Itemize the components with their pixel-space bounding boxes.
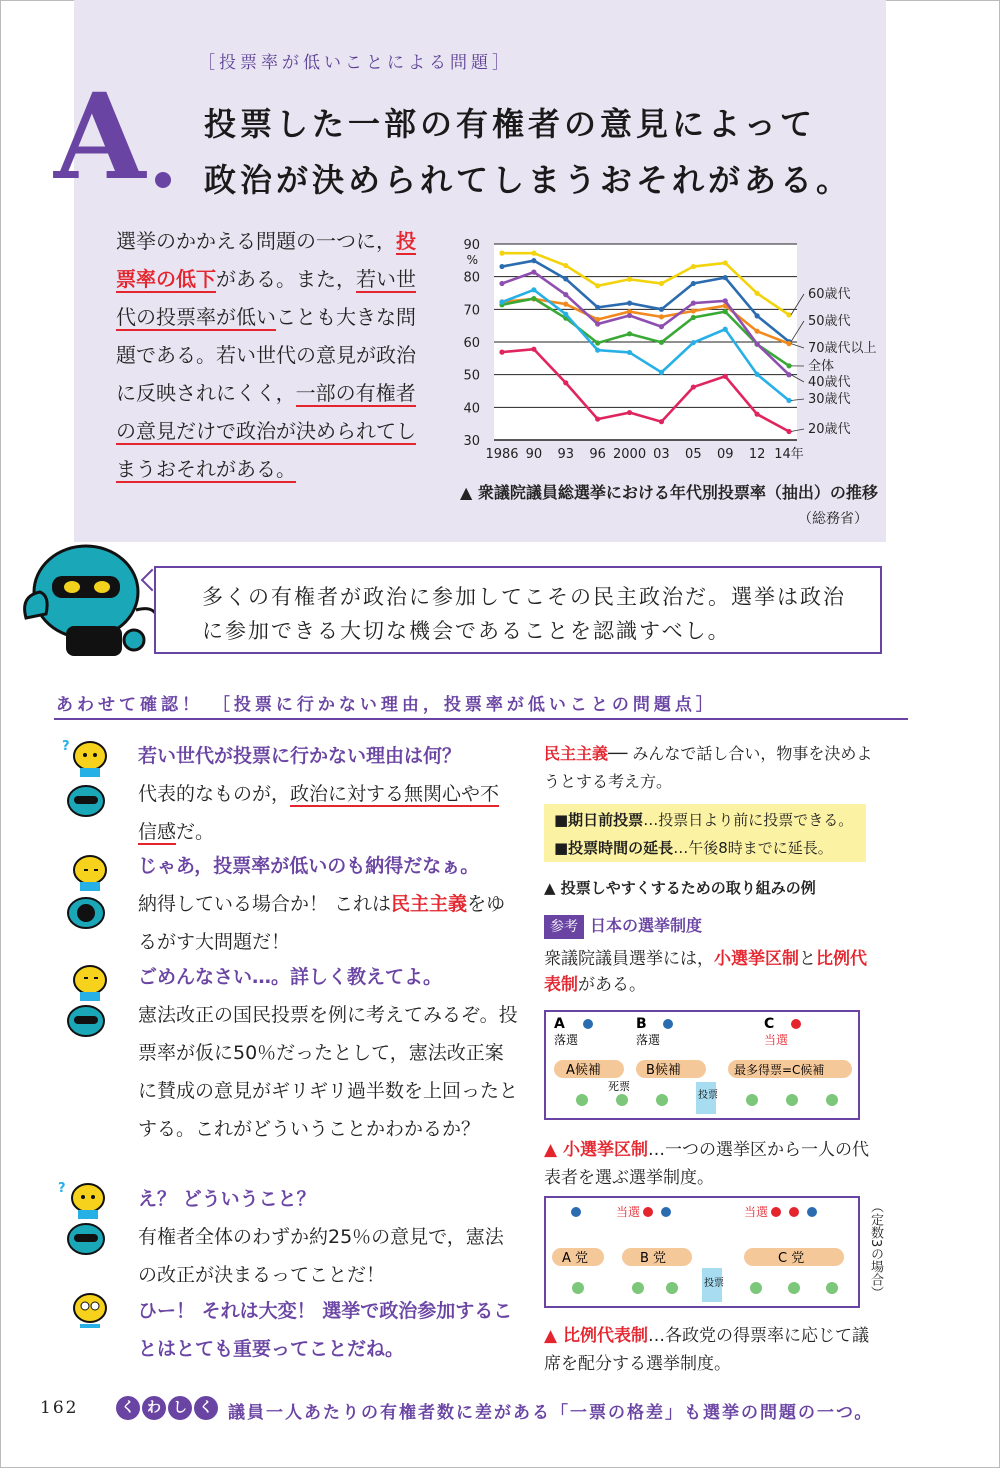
data-point [595,283,600,288]
data-point [659,340,664,345]
data-point [755,341,760,346]
ninja-face-icon [66,1004,106,1038]
dialogue-text: をゆるがす大問題だ！ [138,893,506,953]
reference-badge: 参考 [544,915,584,939]
reference-text [544,946,874,998]
lead-underline-risk: 一部の有権者の意見だけで政治が決められてしまうおそれがある。 [116,381,416,481]
smd-letter-c: C [764,1016,775,1032]
data-point [627,301,632,306]
seat-figure [771,1207,781,1217]
data-point [531,296,536,301]
headline [204,96,884,208]
voter-figure [826,1094,838,1106]
smd-caption-text: …一つの選挙区から一人の代表者を選ぶ選挙制度。 [544,1140,869,1188]
boy-face-icon [64,852,112,892]
data-point [691,340,696,345]
x-tick-label: 96 [589,447,606,462]
data-point [595,416,600,421]
lead-paragraph [116,222,420,488]
seat-figure [789,1207,799,1217]
reference-text-part: がある。 [578,975,646,995]
party-c-label: C 党 [778,1251,805,1266]
reference-title: 日本の選挙制度 [590,916,703,935]
voter-figure [632,1282,644,1294]
x-tick-label: 14年 [774,447,804,462]
series-label: 20歳代 [808,422,851,437]
dialogue-text: 納得している場合か！ これは [138,893,392,915]
data-point [691,301,696,306]
pr-caption [544,1322,874,1378]
reference-text-part: と [799,949,816,969]
data-point [755,372,760,377]
cand-c-label: 最多得票=C候補 [734,1063,825,1077]
box-caption: ▲ 投票しやすくするための取り組みの例 [544,879,816,897]
smd-term: 小選挙区制 [714,949,799,969]
data-point [595,305,600,310]
cand-a-label: A候補 [566,1063,601,1078]
ninja-angry-icon [66,896,106,930]
data-point [755,412,760,417]
data-point [531,287,536,292]
data-point [499,264,504,269]
data-point [723,374,728,379]
data-point [691,308,696,313]
check-label: あわせて確認！ [56,695,203,715]
pr-diagram-art [546,1198,858,1306]
data-point [691,315,696,320]
data-point [723,327,728,332]
data-point [723,260,728,265]
democracy-term: 民主主義 [544,744,609,763]
data-point [563,263,568,268]
extension-def: …午後8時までに延長。 [673,839,833,857]
pr-caption-text: …各政党の得票率に応じて議席を配分する選挙制度。 [544,1326,869,1374]
voter-figure [656,1094,668,1106]
dialogue-question-5: ひー！ それは大変！ 選挙で政治参加することはとても重要ってことだね。 [138,1300,513,1360]
y-tick-label: 40 [463,401,480,417]
dialogue-question-2: じゃあ，投票率が低いのも納得だなぁ。 [138,855,480,877]
panel-topic: ［投票率が低いことによる問題］ [198,53,513,73]
lead-underline-young: 若い世代の投票率が低い [116,267,416,329]
detail-tag-char: く [116,1396,140,1420]
data-point [627,313,632,318]
answer-letter: A [54,67,146,206]
data-point [595,321,600,326]
svg-text:?: ? [62,739,70,754]
headline-line-1: 投票した一部の有権者の意見によって [204,105,817,143]
speech-bubble: 多くの有権者が政治に参加してこその民主政治だ。選挙は政治に参加できる大切な機会であることを認識すべし。 [154,566,882,654]
data-point [499,300,504,305]
reference-text-part: 衆議院議員選挙には， [544,949,714,969]
pr-term: 比例代表制 [544,949,867,995]
data-point [659,370,664,375]
y-tick-label: 30 [463,434,480,449]
voting-measures-box [544,804,866,862]
democracy-definition [544,740,874,796]
x-tick-label: 93 [557,447,575,462]
voter-figure [788,1282,800,1294]
early-vote-def: …投票日より前に投票できる。 [643,811,854,829]
detail-tag-char: く [194,1396,218,1420]
y-tick-label: 50 [463,368,480,384]
dialogue-question-3: ごめんなさい…。詳しく教えてよ。 [138,966,443,988]
data-point [786,312,791,317]
dialogue-text: 代表的なものが， [138,783,291,805]
x-tick-label: 12 [748,447,766,462]
data-point [595,348,600,353]
data-point [531,347,536,352]
voter-figure [666,1282,678,1294]
dialogue-keyword-democracy: 民主主義 [391,893,468,915]
pr-win-c: 当選 [744,1205,769,1219]
data-point [786,363,791,368]
data-point [563,292,568,297]
y-tick-label: 70 [463,303,480,319]
check-rule [54,718,908,720]
dead-vote-label: 死票 [608,1080,630,1093]
pr-ballot-label: 投票 [704,1278,724,1289]
boy-question-icon [58,1180,110,1220]
data-point [627,277,632,282]
candidate-a-figure [583,1019,593,1029]
smd-lose-b: 落選 [636,1033,661,1047]
series-label: 70歳代以上 [808,341,877,356]
data-point [627,331,632,336]
series-label: 全体 [808,359,835,374]
cand-b-label: B候補 [646,1063,681,1078]
data-point [786,429,791,434]
seat-figure [643,1207,653,1217]
boy-surprised-icon [64,1290,112,1334]
seat-figure [571,1207,581,1217]
party-a-label: A 党 [562,1251,589,1266]
voter-figure [576,1094,588,1106]
reference-heading [544,912,874,940]
dialogue-text: だ。 [176,821,215,843]
data-point [723,298,728,303]
data-point [786,372,791,377]
svg-text:?: ? [58,1181,66,1196]
boy-question-icon [62,738,110,778]
data-point [595,340,600,345]
x-tick-label: 90 [525,447,543,462]
data-point [563,380,568,385]
page-number: 162 [40,1398,79,1418]
boy-sorry-icon [64,962,112,1002]
turnout-line-chart [452,228,882,473]
data-point [691,281,696,286]
data-point [627,410,632,415]
x-tick-label: 03 [653,447,670,462]
x-tick-label: 2000 [613,447,647,462]
detail-tag-char: わ [142,1396,166,1420]
data-point [755,329,760,334]
dialogue-answer-2 [138,885,518,961]
series-label: 50歳代 [808,314,851,329]
data-point [659,419,664,424]
data-point [659,281,664,286]
voter-figure [826,1282,838,1294]
ninja-face-icon [66,1222,106,1256]
dialogue-answer-3: 憲法改正の国民投票を例に考えてみるぞ。投票率が仮に50％だったとして，憲法改正案に賛成の意見がギリギリ過半数を上回ったとする。これがどういうことかわかるか？ [138,1004,519,1140]
data-point [531,258,536,263]
data-point [659,324,664,329]
data-point [499,281,504,286]
pr-note: （定数3の場合） [868,1200,883,1300]
voter-figure [616,1094,628,1106]
smd-caption [544,1136,874,1192]
smd-win: 当選 [764,1033,789,1047]
extension-item [554,834,856,862]
series-label: 40歳代 [808,375,851,390]
data-point [531,269,536,274]
smd-lose-a: 落選 [554,1033,579,1047]
data-point [563,276,568,281]
dialogue-answer-1 [138,775,518,851]
democracy-def: ── みんなで話し合い，物事を決めようとする考え方。 [544,744,873,791]
data-point [563,312,568,317]
dialogue-question-4: え？ どういうこと？ [138,1188,316,1210]
data-point [563,302,568,307]
seat-figure [807,1207,817,1217]
dialogue-underline: 政治に対する無関心や不信感 [138,783,500,843]
chart-caption: ▲ 衆議院議員総選挙における年代別投票率（抽出）の推移 [460,483,878,502]
early-vote-item [554,806,856,834]
detail-tag [116,1396,218,1422]
smd-letter-b: B [636,1016,647,1032]
pr-win-b: 当選 [616,1205,641,1219]
candidate-b-figure [663,1019,673,1029]
data-point [659,307,664,312]
smd-diagram [544,1010,860,1120]
pr-diagram [544,1196,860,1308]
dialogue-question-1: 若い世代が投票に行かない理由は何？ [138,745,462,767]
smd-diagram-art [546,1012,858,1118]
party-b-label: B 党 [640,1251,667,1266]
lead-text: 選挙のかかえる問題の一つに， [116,229,396,253]
voter-figure [750,1282,762,1294]
voter-figure [746,1094,758,1106]
lead-text: がある。また， [216,267,356,291]
chart-source: （総務省） [798,511,868,527]
data-point [755,313,760,318]
data-point [786,398,791,403]
data-point [499,350,504,355]
y-tick-label: 60 [463,336,480,351]
x-tick-label: 09 [716,447,734,462]
data-point [627,350,632,355]
x-tick-label: 05 [685,447,702,462]
data-point [531,251,536,256]
ninja-face-icon [66,784,106,818]
smd-letter-a: A [554,1016,565,1032]
data-point [659,314,664,319]
seat-figure [661,1207,671,1217]
pr-caption-term: ▲ 比例代表制 [544,1326,648,1346]
check-heading [56,690,717,715]
extension-term: ■投票時間の延長 [554,839,674,857]
data-point [755,291,760,296]
lead-text: ことも大きな問題である。若い世代の意見が政治に反映されにくく， [116,305,416,405]
x-tick-label: 1986 [485,447,519,462]
y-tick-label: 80 [463,270,480,286]
y-tick-label: 90 [463,238,480,253]
data-point [691,384,696,389]
lead-keyword-turnout-decline: 投票率の低下 [116,229,416,291]
data-point [691,264,696,269]
voter-figure [786,1094,798,1106]
smd-caption-term: ▲ 小選挙区制 [544,1140,648,1160]
series-label: 60歳代 [808,287,851,302]
early-vote-term: ■期日前投票 [554,811,644,829]
check-topic: ［投票に行かない理由，投票率が低いことの問題点］ [212,695,717,715]
data-point [499,251,504,256]
dialogue-answer-4: 有権者全体のわずか約25％の意見で，憲法の改正が決まるってことだ！ [138,1226,504,1286]
voter-figure [572,1282,584,1294]
footer-note: 議員一人あたりの有権者数に差がある「一票の格差」も選挙の問題の一つ。 [228,1403,874,1423]
answer-dot [155,172,171,188]
y-axis-unit: % [466,253,478,267]
candidate-c-figure [791,1019,801,1029]
series-label: 30歳代 [808,392,851,407]
ballot-label: 投票 [698,1090,718,1101]
ninja-mascot-illustration [16,530,166,660]
data-point [786,341,791,346]
headline-line-2: 政治が決められてしまうおそれがある。 [204,161,853,199]
data-point [723,275,728,280]
detail-tag-char: し [168,1396,192,1420]
data-point [723,309,728,314]
